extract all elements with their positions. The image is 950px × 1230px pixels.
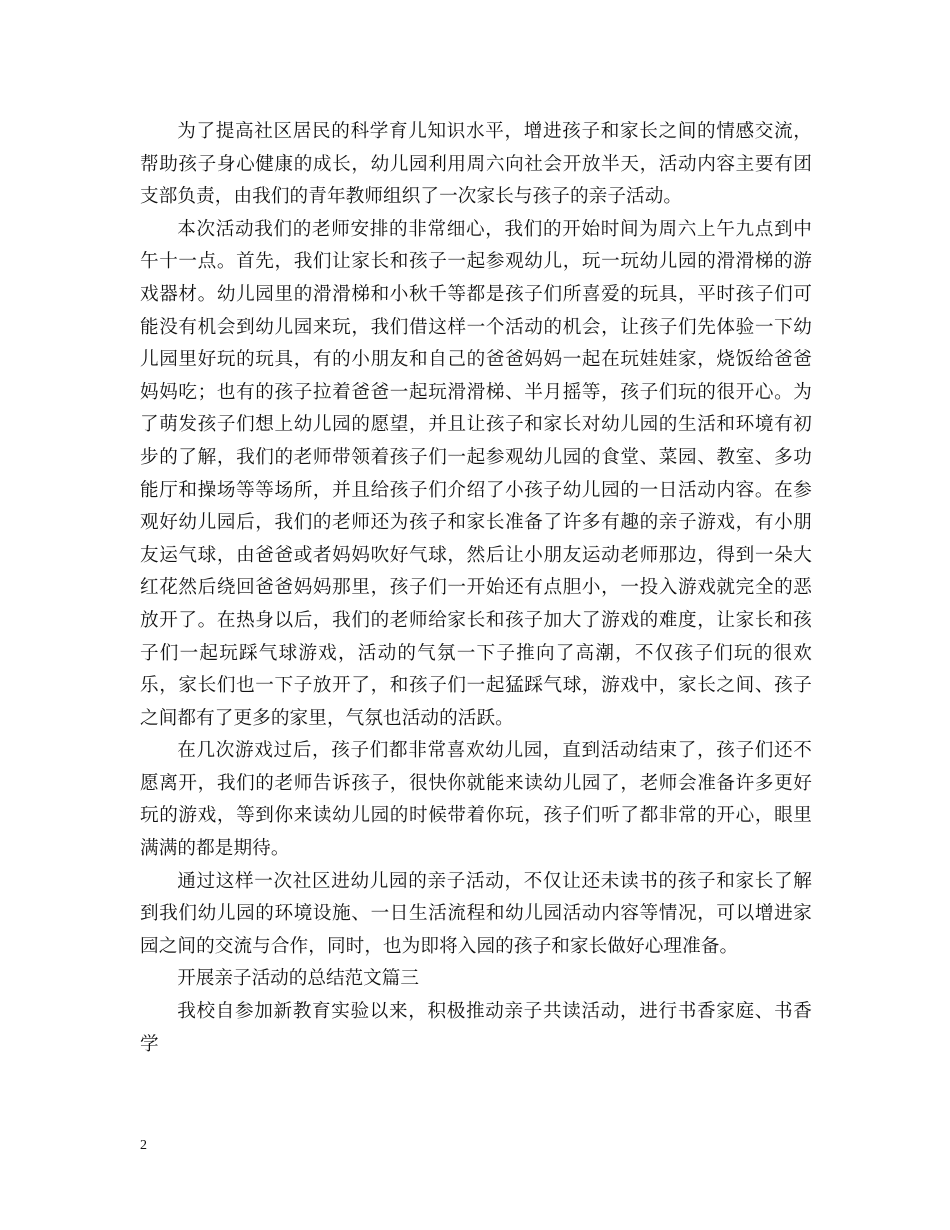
- body-text: [140, 116, 812, 1061]
- paragraph-3: 在几次游戏过后，孩子们都非常喜欢幼儿园，直到活动结束了，孩子们还不愿离开，我们的老师告诉孩子，很快你就能来读幼儿园了，老师会准备许多更好玩的游戏，等到你来读幼儿园的时候带着你玩，孩子们听了都非常的开心，眼里满满的都是期待。: [140, 740, 812, 860]
- paragraph-2: 本次活动我们的老师安排的非常细心，我们的开始时间为周六上午九点到中午十一点。首先，我们让家长和孩子一起参观幼儿，玩一玩幼儿园的滑滑梯的游戏器材。幼儿园里的滑滑梯和小秋千等都是孩子们所喜爱的玩具，平时孩子们可能没有机会到幼儿园来玩，我们借这样一个活动的机会，让孩子们先体验一下幼儿园里好玩的玩具，有的小朋友和自己的爸爸妈妈一起在玩娃娃家，烧饭给爸爸妈妈吃；也有的孩子拉着爸爸一起玩滑滑梯、半月摇等，孩子们玩的很开心。为了萌发孩子们想上幼儿园的愿望，并且让孩子和家长对幼儿园的生活和环境有初步的了解，我们的老师带领着孩子们一起参观幼儿园的食堂、菜园、教室、多功能厅和操场等等场所，并且给孩子们介绍了小孩子幼儿园的一日活动内容。在参观好幼儿园后，我们的老师还为孩子和家长准备了许多有趣的亲子游戏，有小朋友运气球，由爸爸或者妈妈吹好气球，然后让小朋友运动老师那边，得到一朵大红花然后绕回爸爸妈妈那里，孩子们一开始还有点胆小，一投入游戏就完全的恶放开了。在热身以后，我们的老师给家长和孩子加大了游戏的难度，让家长和孩子们一起玩踩气球游戏，活动的气氛一下子推向了高潮，不仅孩子们玩的很欢乐，家长们也一下子放开了，和孩子们一起猛踩气球，游戏中，家长之间、孩子之间都有了更多的家里，气氛也活动的活跃。: [140, 218, 812, 729]
- section-heading: 开展亲子活动的总结范文篇三: [177, 968, 419, 990]
- page-number: 2: [140, 1138, 147, 1153]
- paragraph-1: 为了提高社区居民的科学育儿知识水平，增进孩子和家长之间的情感交流，帮助孩子身心健康的成长，幼儿园利用周六向社会开放半天，活动内容主要有团支部负责，由我们的青年教师组织了一次家长与孩子的亲子活动。: [140, 121, 812, 208]
- paragraph-4: 通过这样一次社区进幼儿园的亲子活动，不仅让还未读书的孩子和家长了解到我们幼儿园的环境设施、一日生活流程和幼儿园活动内容等情况，可以增进家园之间的交流与合作，同时，也为即将入园的孩子和家长做好心理准备。: [140, 870, 812, 957]
- paragraph-5: 我校自参加新教育实验以来，积极推动亲子共读活动，进行书香家庭、书香学: [140, 1001, 812, 1055]
